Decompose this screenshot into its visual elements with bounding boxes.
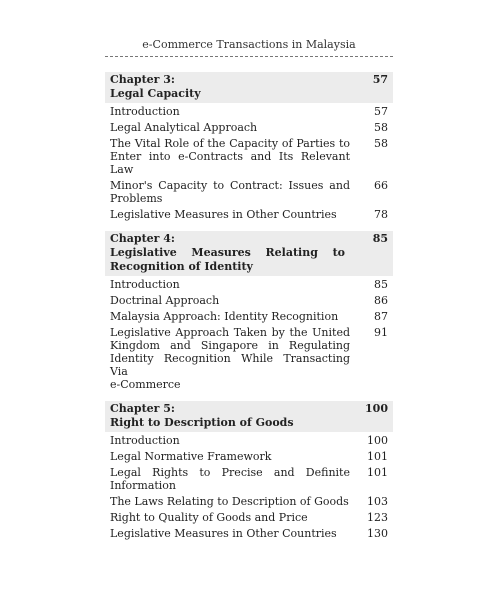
chapter-title bbox=[110, 232, 345, 274]
toc-entry bbox=[105, 509, 393, 525]
entry-title bbox=[110, 326, 350, 391]
toc-entry bbox=[105, 525, 393, 541]
toc-entry bbox=[105, 308, 393, 324]
table-of-contents bbox=[105, 72, 393, 550]
toc-entry bbox=[105, 135, 393, 177]
entry-title-line: Enter into e-Contracts and Its Relevant Law bbox=[110, 150, 350, 176]
chapter-name-line: Legislative Measures Relating to bbox=[110, 246, 345, 259]
entry-page-number: 78 bbox=[374, 208, 388, 221]
entry-page-number: 101 bbox=[367, 450, 388, 463]
entry-title: Right to Quality of Goods and Price bbox=[110, 511, 308, 524]
entry-title-line: e-Commerce bbox=[110, 378, 181, 391]
entry-title-line: Information bbox=[110, 479, 177, 492]
entry-title: Doctrinal Approach bbox=[110, 294, 220, 307]
entry-title: Legislative Measures in Other Countries bbox=[110, 527, 337, 540]
chapter-page-number: 57 bbox=[372, 73, 388, 86]
entry-title bbox=[110, 137, 350, 176]
toc-entry bbox=[105, 464, 393, 493]
chapter-label: Chapter 5: bbox=[110, 402, 175, 415]
entry-title-line: Legal Rights to Precise and Definite bbox=[110, 466, 350, 479]
entry-title: The Laws Relating to Description of Goods bbox=[110, 495, 349, 508]
entry-title bbox=[110, 179, 350, 205]
toc-entry bbox=[105, 103, 393, 119]
entry-title: Introduction bbox=[110, 434, 180, 447]
entry-page-number: 86 bbox=[374, 294, 388, 307]
entry-page-number: 101 bbox=[367, 466, 388, 479]
entry-page-number: 87 bbox=[374, 310, 388, 323]
entry-title-line: Identity Recognition While Transacting Via bbox=[110, 352, 350, 378]
chapter-4 bbox=[105, 231, 393, 392]
entry-title-line: Legislative Approach Taken by the United bbox=[110, 326, 350, 339]
entry-title: Introduction bbox=[110, 105, 180, 118]
entry-page-number: 58 bbox=[374, 121, 388, 134]
toc-entry bbox=[105, 432, 393, 448]
chapter-3 bbox=[105, 72, 393, 222]
chapter-name: Right to Description of Goods bbox=[110, 416, 294, 429]
entry-page-number: 57 bbox=[374, 105, 388, 118]
entry-title bbox=[110, 466, 350, 492]
entry-title: Legislative Measures in Other Countries bbox=[110, 208, 337, 221]
header-rule bbox=[105, 56, 393, 57]
entry-page-number: 130 bbox=[367, 527, 388, 540]
entry-title: Introduction bbox=[110, 278, 180, 291]
running-header: e-Commerce Transactions in Malaysia bbox=[142, 38, 356, 51]
chapter-name-line: Recognition of Identity bbox=[110, 260, 253, 273]
entry-page-number: 85 bbox=[374, 278, 388, 291]
chapter-title bbox=[110, 402, 345, 430]
entry-title-line: Minor's Capacity to Contract: Issues and bbox=[110, 179, 350, 192]
chapter-heading bbox=[105, 72, 393, 103]
chapter-heading bbox=[105, 401, 393, 432]
entry-title: Legal Analytical Approach bbox=[110, 121, 258, 134]
toc-entry bbox=[105, 177, 393, 206]
entry-page-number: 58 bbox=[374, 137, 388, 150]
toc-entry bbox=[105, 324, 393, 392]
entry-title-line: The Vital Role of the Capacity of Parties to bbox=[110, 137, 350, 150]
toc-entry bbox=[105, 119, 393, 135]
entry-title-line: Problems bbox=[110, 192, 163, 205]
toc-entry bbox=[105, 292, 393, 308]
entry-page-number: 66 bbox=[374, 179, 388, 192]
entry-title-line: Kingdom and Singapore in Regulating bbox=[110, 339, 350, 352]
chapter-name: Legal Capacity bbox=[110, 87, 201, 100]
toc-entry bbox=[105, 206, 393, 222]
entry-page-number: 91 bbox=[374, 326, 388, 339]
chapter-page-number: 85 bbox=[372, 232, 388, 245]
chapter-5 bbox=[105, 401, 393, 541]
entry-page-number: 100 bbox=[367, 434, 388, 447]
toc-entry bbox=[105, 276, 393, 292]
chapter-label: Chapter 4: bbox=[110, 232, 175, 245]
chapter-page-number: 100 bbox=[365, 402, 388, 415]
toc-entry bbox=[105, 448, 393, 464]
entry-title: Malaysia Approach: Identity Recognition bbox=[110, 310, 339, 323]
entry-page-number: 103 bbox=[367, 495, 388, 508]
toc-entry bbox=[105, 493, 393, 509]
chapter-label: Chapter 3: bbox=[110, 73, 175, 86]
entry-title: Legal Normative Framework bbox=[110, 450, 272, 463]
chapter-title bbox=[110, 73, 345, 101]
chapter-heading bbox=[105, 231, 393, 276]
entry-page-number: 123 bbox=[367, 511, 388, 524]
